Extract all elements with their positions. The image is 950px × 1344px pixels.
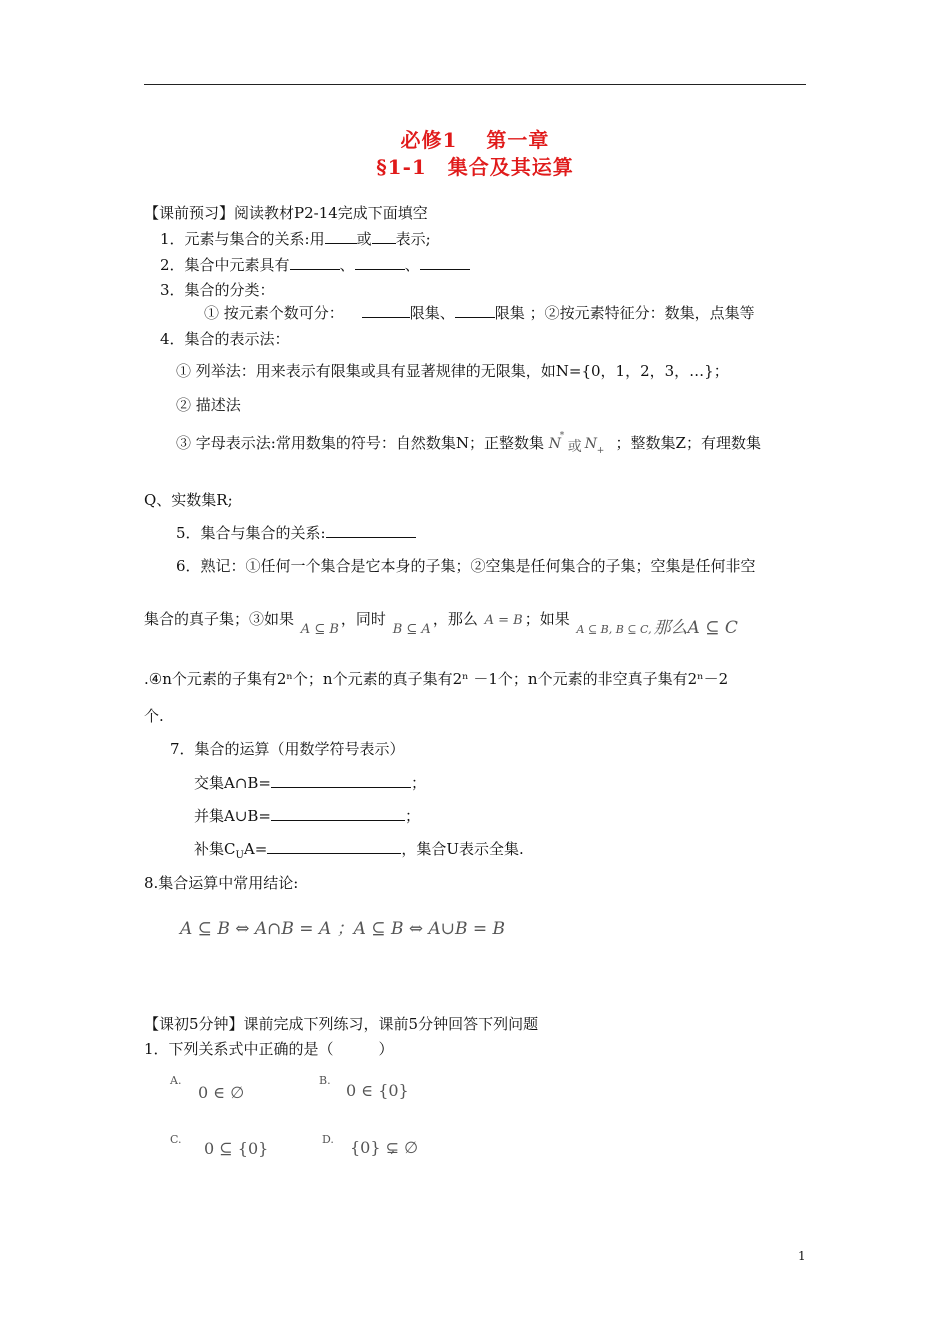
option-d: {0} ⊊ ∅	[350, 1138, 419, 1157]
item-1: 1．元素与集合的关系:用 或 表示;	[160, 230, 431, 248]
item-6-line-2: 集合的真子集；③如果 A ⊆ B，同时 B ⊆ A，那么 A = B ；如果 $_{A ⊆ B, B ⊆ C,}$ 那么A ⊆ C	[144, 610, 738, 638]
question-1: 1．下列关系式中正确的是（ ）	[144, 1040, 394, 1058]
option-a: 0 ∈ ∅	[198, 1083, 245, 1102]
blank	[325, 229, 357, 244]
item-4: 4．集合的表示法：	[160, 330, 290, 348]
blank	[271, 806, 405, 821]
positive-integer-symbol: N * 或 N +	[548, 431, 605, 456]
warmup-heading: 【课初5分钟】课前完成下列练习，课前5分钟回答下列问题	[144, 1015, 539, 1033]
blank	[290, 255, 340, 270]
item-6-line-1: 6．熟记：①任何一个集合是它本身的子集；②空集是任何集合的子集；空集是任何非空	[176, 557, 756, 575]
blank	[420, 255, 470, 270]
header-rule	[144, 84, 806, 85]
page-number: 1	[798, 1249, 806, 1263]
option-b-label: B.	[319, 1074, 331, 1087]
blank	[372, 229, 396, 244]
option-b: 0 ∈ {0}	[346, 1081, 409, 1100]
blank	[362, 303, 410, 318]
item-6-line-3: .④n个元素的子集有2ⁿ个；n个元素的真子集有2ⁿ －1个；n个元素的非空真子集有2ⁿ－2	[144, 670, 729, 688]
item-7-complement: 补集$C_UA=$ ，集合U表示全集.	[194, 840, 524, 861]
item-7: 7．集合的运算（用数学符号表示）	[170, 740, 405, 758]
item-5: 5．集合与集合的关系:	[176, 522, 416, 543]
blank	[267, 839, 401, 854]
option-a-label: A.	[170, 1074, 182, 1087]
option-c: 0 ⊆ {0}	[204, 1139, 269, 1158]
item-2: 2．集合中元素具有 、 、	[160, 254, 470, 275]
blank	[326, 523, 416, 538]
title-line-1: 必修1 第一章	[400, 128, 550, 152]
item-8: 8.集合运算中常用结论:	[144, 874, 299, 892]
item-3-sub: ① 按元素个数可分： 限集、 限集 ；②按元素特征分：数集，点集等	[204, 304, 755, 322]
blank	[455, 303, 495, 318]
blank	[271, 773, 411, 788]
title-line-2: §1-1 集合及其运算	[376, 155, 574, 179]
option-c-label: C.	[170, 1133, 182, 1146]
item-3: 3．集合的分类：	[160, 281, 275, 299]
blank	[355, 255, 405, 270]
preview-heading: 【课前预习】阅读教材P2-14完成下面填空	[144, 204, 428, 222]
item-7-intersection: 交集A∩B= ；	[194, 774, 427, 792]
item-4-3-cont: Q、实数集R;	[144, 491, 233, 509]
item-4-1: ① 列举法：用来表示有限集或具有显著规律的无限集，如N={0，1，2，3，…}；	[176, 362, 729, 380]
option-d-label: D.	[322, 1133, 334, 1146]
item-6-line-4: 个.	[144, 707, 164, 725]
item-4-2: ② 描述法	[176, 396, 241, 414]
item-7-union: 并集A∪B= ；	[194, 807, 421, 825]
item-4-3: ③ 字母表示法:常用数集的符号：自然数集N；正整数集 N * 或 N + ；整数集Z；有理数集	[176, 431, 761, 456]
item-8-formula: A ⊆ B ⇔ A∩B = A ；A ⊆ B ⇔ A∪B = B	[180, 919, 506, 939]
